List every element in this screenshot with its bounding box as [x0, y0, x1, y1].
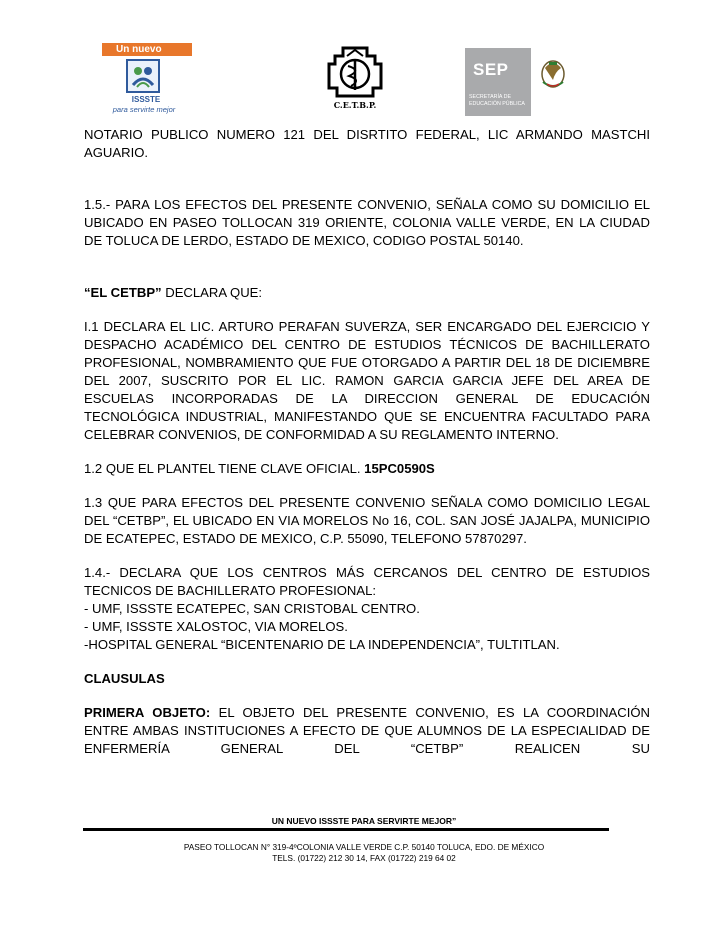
cetbp-declara-rest: DECLARA QUE:: [161, 285, 263, 300]
centros-intro: 1.4.- DECLARA QUE LOS CENTROS MÁS CERCANOS DEL CENTRO DE ESTUDIOS TECNICOS DE BACHILLERATO PROFESIONAL:: [84, 565, 650, 598]
primera-objeto-rest: EL OBJETO DEL PRESENTE CONVENIO, ES LA COORDINACIÓN ENTRE AMBAS INSTITUCIONES A EFECTO DE QUE ALUMNOS DE LA ESPECIALIDAD DE ENFERMERÍA GENERAL DEL “CETBP” REALICEN SU: [84, 705, 650, 756]
sep-subtitle: [469, 94, 531, 108]
issste-motto: para servirte mejor: [112, 105, 176, 114]
document-body: [84, 126, 650, 758]
primera-objeto-bold: PRIMERA OBJETO:: [84, 705, 211, 720]
paragraph-1-3-domicilio-legal: 1.3 QUE PARA EFECTOS DEL PRESENTE CONVENIO SEÑALA COMO DOMICILIO LEGAL DEL “CETBP”, EL UBICADO EN VIA MORELOS No 16, COL. SAN JOSÉ JAJALPA, MUNICIPIO DE ECATEPEC, ESTADO DE MEXICO, C.P. 55090, TELEFONO 57870297.: [84, 495, 650, 546]
centro-item: - UMF, ISSSTE ECATEPEC, SAN CRISTOBAL CENTRO.: [84, 601, 420, 616]
issste-logo: [92, 41, 196, 117]
spacer: [84, 444, 650, 460]
paragraph-1-5-domicilio: 1.5.- PARA LOS EFECTOS DEL PRESENTE CONVENIO, SEÑALA COMO SU DOMICILIO EL UBICADO EN PASEO TOLLOCAN 319 ORIENTE, COLONIA VALLE VERDE, EN LA CIUDAD DE TOLUCA DE LERDO, ESTADO DE MEXICO, CODIGO POSTAL 50140.: [84, 197, 650, 248]
centro-item: -HOSPITAL GENERAL “BICENTENARIO DE LA INDEPENDENCIA”, TULTITLAN.: [84, 637, 560, 652]
cetbp-declara-bold: “EL CETBP”: [84, 285, 162, 300]
sep-block: [465, 48, 531, 116]
paragraph-1-2-clave: [84, 460, 650, 478]
sep-logo: [465, 48, 575, 116]
spacer: [84, 250, 650, 284]
issste-emblem-icon: [126, 59, 160, 93]
spacer: [84, 162, 650, 196]
spacer: [84, 654, 650, 670]
paragraph-notario: NOTARIO PUBLICO NUMERO 121 DEL DISRTITO FEDERAL, LIC ARMANDO MASTCHI AGUARIO.: [84, 127, 650, 160]
spacer: [84, 302, 650, 318]
cetbp-logo: [325, 44, 385, 114]
sep-subtitle-line2: EDUCACIÓN PÚBLICA: [469, 101, 525, 107]
spacer: [84, 548, 650, 564]
sep-subtitle-line1: SECRETARÍA DE: [469, 94, 511, 100]
issste-name: ISSSTE: [131, 95, 161, 104]
mexico-coat-of-arms-icon: [531, 48, 575, 116]
footer-address: [0, 842, 728, 864]
paragraph-cetbp-declara: [84, 284, 650, 302]
footer-title: UN NUEVO ISSSTE PARA SERVIRTE MEJOR”: [271, 816, 457, 826]
clave-text: 1.2 QUE EL PLANTEL TIENE CLAVE OFICIAL.: [84, 461, 365, 476]
clave-value: 15PC0590S: [364, 461, 435, 476]
footer-address-line2: TELS. (01722) 212 30 14, FAX (01722) 219 64 02: [272, 853, 456, 863]
clausulas-heading: CLAUSULAS: [84, 671, 165, 686]
cetbp-emblem-icon: [325, 44, 385, 102]
paragraph-primera-objeto: [84, 704, 650, 758]
sep-word: SEP: [473, 60, 509, 79]
paragraph-i-1: I.1 DECLARA EL LIC. ARTURO PERAFAN SUVERZA, SER ENCARGADO DEL EJERCICIO Y DESPACHO ACADÉMICO DEL CENTRO DE ESTUDIOS TÉCNICOS DE BACHILLERATO PROFESIONAL, NOMBRAMIENTO QUE FUE OTORGADO A PARTIR DEL 18 DE DICIEMBRE DEL 2007, SUSCRITO POR EL LIC. RAMON GARCIA GARCIA JEFE DEL AREA DE ESCUELAS INCORPORADAS DE LA DIRECCION GENERAL DE EDUCACIÓN TECNOLÓGICA INDUSTRIAL, MANIFESTANDO QUE SE ENCUENTRA FACULTADO PARA CELEBRAR CONVENIOS, DE CONFORMIDAD A SU REGLAMENTO INTERNO.: [84, 319, 650, 442]
paragraph-1-4-centros: [84, 564, 650, 654]
centro-item: - UMF, ISSSTE XALOSTOC, VIA MORELOS.: [84, 619, 348, 634]
spacer: [84, 688, 650, 704]
spacer: [84, 478, 650, 494]
cetbp-logo-text: C.E.T.B.P.: [333, 100, 377, 110]
footer-address-line1: PASEO TOLLOCAN N° 319-4ºCOLONIA VALLE VERDE C.P. 50140 TOLUCA, EDO. DE MÉXICO: [183, 842, 545, 852]
footer-divider: [83, 828, 609, 831]
issste-banner-text: Un nuevo: [102, 43, 192, 56]
